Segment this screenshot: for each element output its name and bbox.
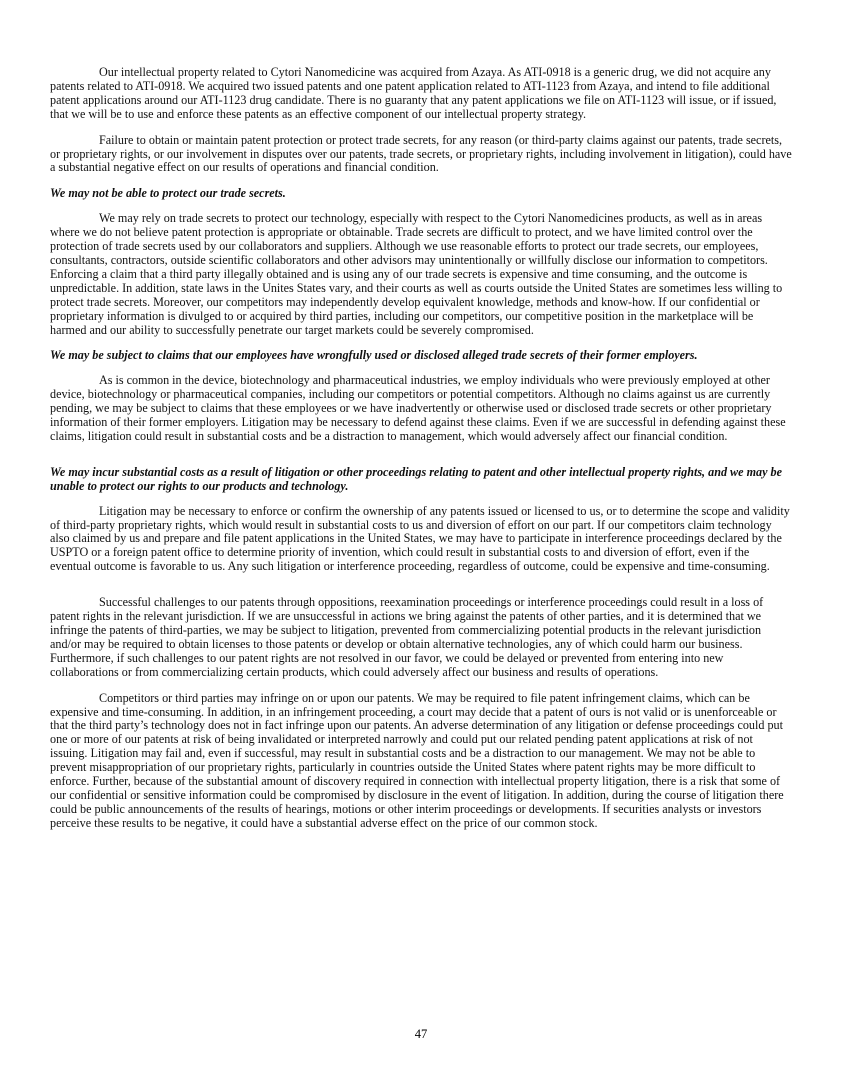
page-number: 47	[414, 1027, 428, 1041]
paragraph-employee-claims: As is common in the device, biotechnology and pharmaceutical industries, we employ individuals who were previously employed at other device, biotechnology or pharmaceutical companies, including our competitors or potential competitors. Although no claims against us are currently pending, we may be subject to claims that these employees or we have inadvertently or otherwise used or disclosed trade secrets or other proprietary information of their former employers. Litigation may be necessary to defend against these claims. Even if we are successful in defending against these claims, litigation could result in substantial costs and be a distraction to management, which would adversely affect our financial condition.	[50, 373, 786, 443]
paragraph-competitor-infringement: Competitors or third parties may infringe on or upon our patents. We may be required to file patent infringement claims, which can be expensive and time-consuming. In addition, in an infringement proceeding, a court may decide that a patent of ours is not valid or is unenforceable or that the third party’s technology does not in fact infringe upon our patents. An adverse determination of any litigation or defense proceedings could put one or more of our patents at risk of being invalidated or interpreted narrowly and could put our related pending patent applications at risk of not issuing. Litigation may fail and, even if successful, may result in substantial costs and be a distraction to our management. We may not be able to prevent misappropriation of our proprietary rights, particularly in countries outside the United States where patent rights may be more difficult to enforce. Further, because of the substantial amount of discovery required in connection with intellectual property litigation, there is a risk that some of our confidential or sensitive information could be compromised by disclosure in the event of litigation. In addition, during the course of litigation there could be public announcements of the results of hearings, motions or other interim proceedings or developments. If securities analysts or investors perceive these results to be negative, it could have a substantial adverse effect on the price of our common stock.	[50, 690, 784, 830]
heading-trade-secrets: We may not be able to protect our trade secrets.	[50, 186, 286, 201]
paragraph-litigation: Litigation may be necessary to enforce or confirm the ownership of any patents issued or licensed to us, or to determine the scope and validity of third-party proprietary rights, which would result in substantial costs to us and diversion of effort on our part. If our competitors claim technology also claimed by us and prepare and file patent applications in the United States, we may have to participate in interference proceedings declared by the USPTO or a foreign patent office to determine priority of invention, which could result in substantial costs to and diversion of effort, even if the eventual outcome is favorable to us. Any such litigation or interference proceeding, regardless of outcome, could be expensive and time-consuming.	[50, 503, 790, 574]
paragraph-patent-challenges: Successful challenges to our patents through oppositions, reexamination proceedings or interference proceedings could result in a loss of patent rights in the relevant jurisdiction. If we are unsuccessful in actions we bring against the patents of other parties, and it is determined that we infringe the patents of third-parties, we may be subject to litigation, prevented from commercializing potential products in the relevant jurisdiction and/or may be required to obtain licenses to those patents or develop or obtain alternative technologies, any of which could harm our business. Furthermore, if such challenges to our patent rights are not resolved in our favor, we could be delayed or prevented from entering into new collaborations or from commercializing certain products, which could adversely affect our business and results of operations.	[50, 595, 764, 679]
paragraph-patent-failure: Failure to obtain or maintain patent protection or protect trade secrets, for any reason (or third-party claims against our patents, trade secrets, or proprietary rights, or our involvement in disputes over our patents, trade secrets, or proprietary rights, including involvement in litigation), could have a substantial negative effect on our results of operations and financial condition.	[50, 132, 792, 175]
paragraph-ip-azaya: Our intellectual property related to Cytori Nanomedicine was acquired from Azaya. As ATI-0918 is a generic drug, we did not acquire any patents related to ATI-0918. We acquired two issued patents and one patent application related to ATI-1123 from Azaya, and intend to file additional patent applications around our ATI-1123 drug candidate. There is no guaranty that any patent applications we file on ATI-1123 will issue, or if issued, that we will be to use and enforce these patents as an effective component of our intellectual property strategy.	[50, 65, 777, 121]
heading-employee-claims: We may be subject to claims that our employees have wrongfully used or disclosed alleged trade secrets of their former employers.	[50, 348, 698, 363]
heading-litigation-costs: We may incur substantial costs as a result of litigation or other proceedings relating to patent and other intellectual property rights, and we may be unable to protect our rights to our products and technology.	[50, 464, 782, 493]
paragraph-trade-secrets: We may rely on trade secrets to protect our technology, especially with respect to the Cytori Nanomedicines products, as well as in areas where we do not believe patent protection is appropriate or obtainable. Trade secrets are difficult to protect, and we have limited control over the protection of trade secrets used by our collaborators and suppliers. Although we use reasonable efforts to protect our trade secrets, our employees, consultants, contractors, outside scientific collaborators and other advisors may unintentionally or willfully disclose our information to competitors. Enforcing a claim that a third party illegally obtained and is using any of our trade secrets is expensive and time consuming, and the outcome is unpredictable. In addition, state laws in the Unites States vary, and their courts as well as courts outside the United States are sometimes less willing to protect trade secrets. Moreover, our competitors may independently develop equivalent knowledge, methods and know-how. If our confidential or proprietary information is divulged to or acquired by third parties, including our competitors, our competitive position in the marketplace will be harmed and our ability to successfully penetrate our target markets could be severely compromised.	[50, 211, 783, 337]
